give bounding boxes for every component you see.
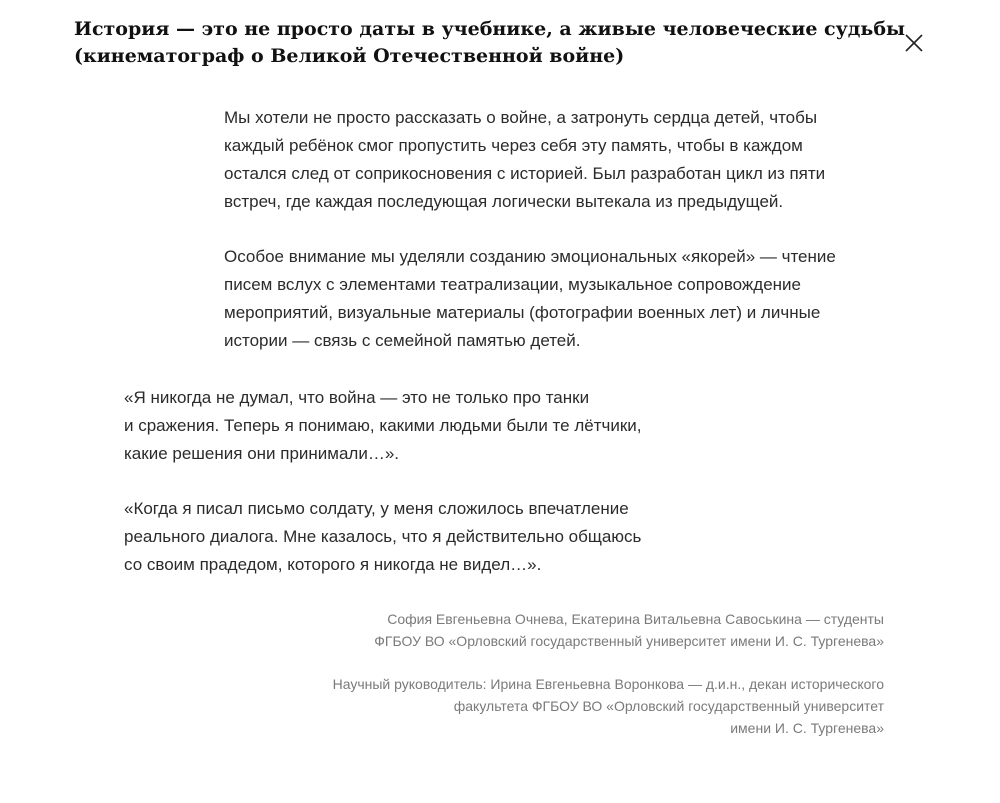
student-quote — [124, 384, 724, 468]
credit-line: факультета ФГБОУ ВО «Орловский государственный университет — [453, 698, 884, 714]
credit-line: София Евгеньевна Очнева, Екатерина Витальевна Савоськина — студенты — [387, 611, 884, 627]
close-icon — [898, 27, 930, 59]
quote-line: какие решения они принимали…». — [124, 444, 400, 463]
paragraph-line: встреч, где каждая последующая логически вытекала из предыдущей. — [224, 192, 784, 211]
paragraph-line: писем вслух с элементами театрализации, музыкальное сопровождение — [224, 275, 802, 294]
paragraph-line: остался след от соприкосновения с историей. Был разработан цикл из пяти — [224, 164, 826, 183]
body-paragraph — [224, 104, 884, 216]
quote-line: «Я никогда не думал, что война — это не только про танки — [124, 388, 590, 407]
paragraph-line: истории — связь с семейной памятью детей. — [224, 331, 581, 350]
modal-title-line: (кинематограф о Великой Отечественной войне) — [74, 45, 625, 67]
quote-line: «Когда я писал письмо солдату, у меня сложилось впечатление — [124, 499, 629, 518]
credit-line: имени И. С. Тургенева» — [730, 720, 884, 736]
close-button[interactable] — [898, 27, 930, 59]
quote-line: реального диалога. Мне казалось, что я действительно общаюсь — [124, 527, 642, 546]
credit-line: Научный руководитель: Ирина Евгеньевна Воронкова — д.и.н., декан исторического — [332, 676, 884, 692]
modal-title — [74, 16, 906, 70]
paragraph-line: Мы хотели не просто рассказать о войне, а затронуть сердца детей, чтобы — [224, 108, 818, 127]
paragraph-line: мероприятий, визуальные материалы (фотографии военных лет) и личные — [224, 303, 821, 322]
modal-title-line: История — это не просто даты в учебнике, а живые человеческие судьбы — [74, 18, 906, 40]
quote-line: и сражения. Теперь я понимаю, какими людьми были те лётчики, — [124, 416, 642, 435]
student-quote — [124, 495, 724, 579]
supervisor-credit — [264, 673, 884, 739]
paragraph-line: каждый ребёнок смог пропустить через себя эту память, чтобы в каждом — [224, 136, 803, 155]
credit-line: ФГБОУ ВО «Орловский государственный университет имени И. С. Тургенева» — [374, 633, 884, 649]
quote-line: со своим прадедом, которого я никогда не видел…». — [124, 555, 542, 574]
authors-credit — [264, 608, 884, 652]
body-paragraph — [224, 243, 884, 355]
paragraph-line: Особое внимание мы уделяли созданию эмоциональных «якорей» — чтение — [224, 247, 836, 266]
